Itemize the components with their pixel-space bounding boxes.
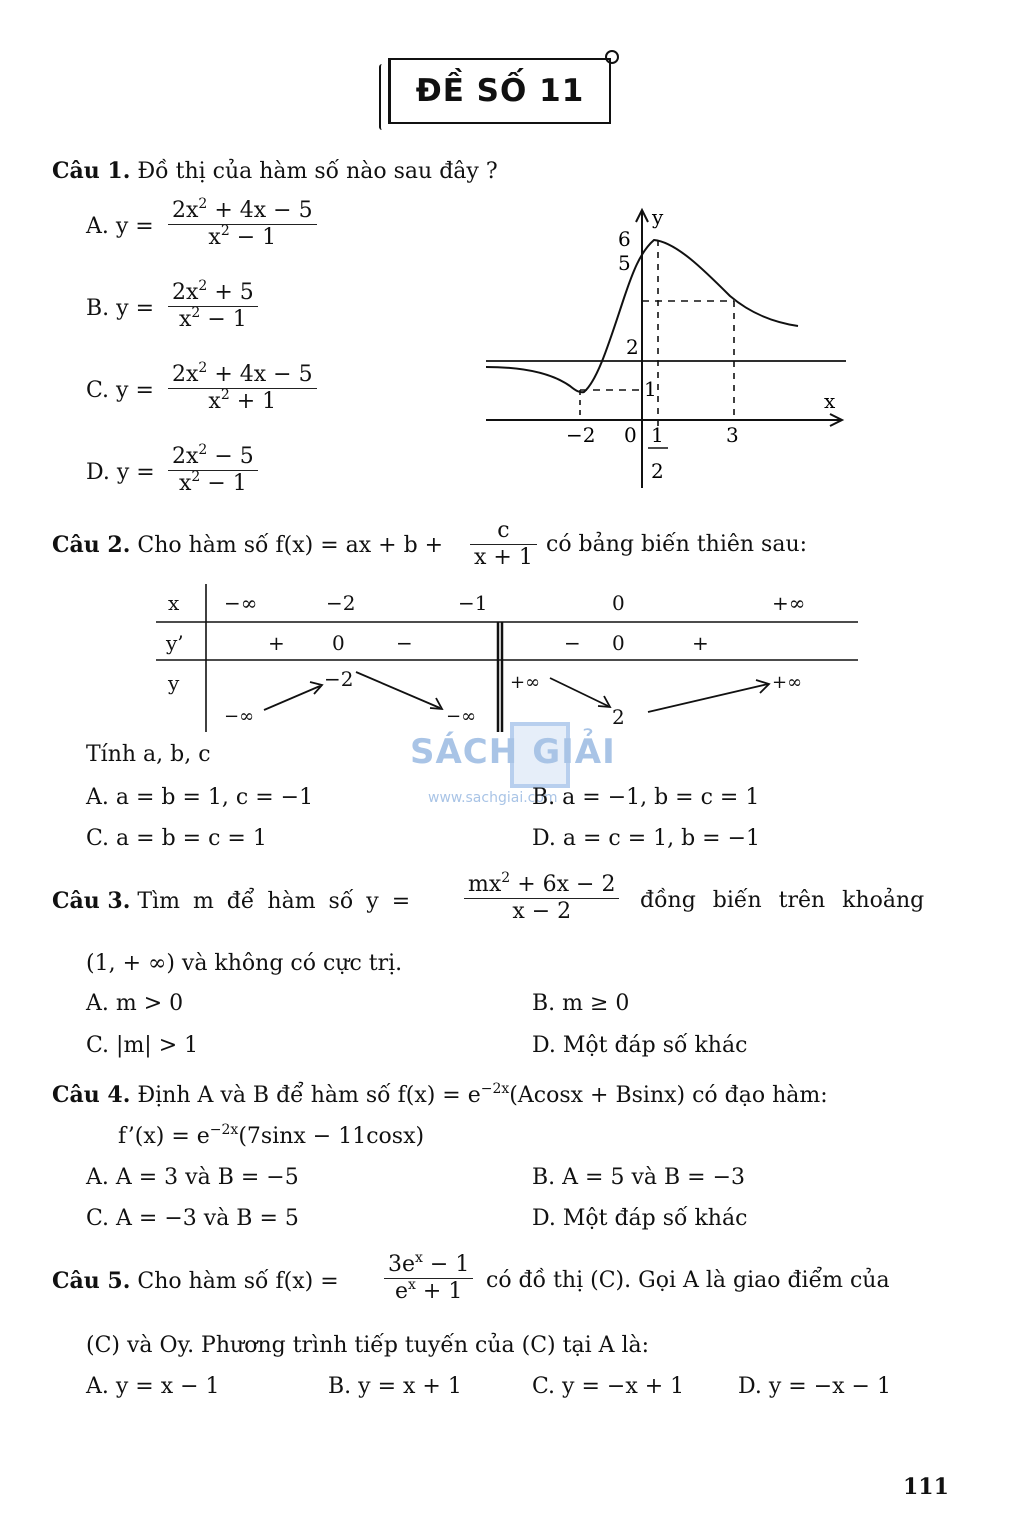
q3-fraction: $mx^2 + 6x - 2$ x − 2 (464, 872, 619, 925)
arrow-down-1 (356, 672, 440, 708)
arrow-down-1-head (430, 698, 442, 709)
q2-prompt: Tính a, b, c (86, 742, 211, 767)
x-tick-3: 3 (726, 423, 739, 447)
q4-exponent: −2x (480, 1081, 510, 1097)
q4-option-c: C. A = −3 và B = 5 (86, 1206, 299, 1231)
arrow-up-2 (648, 684, 768, 712)
page-number: 111 (903, 1474, 949, 1500)
q3-line2: (1, + ∞) và không có cực trị. (86, 951, 403, 976)
yp-sign-1: + (268, 631, 285, 655)
q3-text-before: Tìm m để hàm số y = (137, 889, 411, 914)
q5-text-after: có đồ thị (C). Gọi A là giao điểm của (486, 1268, 890, 1293)
q4-option-a: A. A = 3 và B = −5 (86, 1165, 299, 1190)
watermark-url: www.sachgiai.com (428, 790, 558, 806)
y-val-pos-inf-1: +∞ (510, 672, 541, 693)
q3-label: Câu 3. (52, 888, 131, 914)
q5-text-before: Cho hàm số f(x) = (137, 1269, 339, 1294)
q1-option-b-prefix: B. y = (86, 296, 155, 321)
q1-text: Đồ thị của hàm số nào sau đây ? (137, 159, 498, 184)
q5-option-c: C. y = −x + 1 (532, 1374, 685, 1399)
y-tick-6: 6 (618, 227, 631, 251)
q5-option-d: D. y = −x − 1 (738, 1374, 891, 1399)
yp-sign-4: + (692, 631, 709, 655)
q4-option-b: B. A = 5 và B = −3 (532, 1165, 746, 1190)
q2-stem-start (52, 532, 443, 558)
q1-option-d-prefix: D. y = (86, 460, 155, 485)
q1-option-c-fraction: $2x^2 + 4x - 5$ $x^2 + 1$ (168, 362, 317, 415)
x-tick-half-den: 2 (651, 459, 664, 483)
q2-fraction: c x + 1 (470, 518, 537, 571)
q1-option-a-fraction: $2x^2 + 4x - 5$ $x^2 - 1$ (168, 198, 317, 251)
q4-label: Câu 4. (52, 1082, 131, 1108)
row-x-label: x (168, 591, 180, 615)
y-tick-5: 5 (618, 251, 631, 275)
q4-derivative: f’(x) = $e^{-2x}(7\sin x - 11\cos x)$ (118, 1122, 425, 1149)
q3-option-b: B. m ≥ 0 (532, 991, 630, 1016)
q1-option-b-fraction: $2x^2 + 5$ $x^2 - 1$ (168, 280, 258, 333)
y-val-max: −2 (324, 667, 354, 691)
q5-option-a: A. y = x − 1 (86, 1374, 220, 1399)
q4-stem (52, 1082, 828, 1108)
q1-function-graph (480, 200, 860, 500)
arrow-down-2 (550, 678, 608, 706)
x-val-neg-2: −2 (326, 591, 356, 615)
q1-option-a-prefix: A. y = (86, 214, 154, 239)
q1-option-c-prefix: C. y = (86, 378, 154, 403)
q5-stem-start (52, 1268, 339, 1294)
q4-option-d: D. Một đáp số khác (532, 1206, 748, 1231)
x-val-0: 0 (612, 591, 625, 615)
arrow-up-1 (264, 686, 320, 710)
x-val-neg-1: −1 (458, 591, 488, 615)
q5-line2: (C) và Oy. Phương trình tiếp tuyến của (C) tại A là: (86, 1333, 650, 1358)
q5-label: Câu 5. (52, 1268, 131, 1294)
q3-text-after: đồng biến trên khoảng (640, 888, 925, 913)
q1-option-d-fraction: $2x^2 - 5$ $x^2 - 1$ (168, 444, 258, 497)
y-val-neg-inf-2: −∞ (446, 706, 477, 727)
q4-text-b: (Acosx + Bsinx) có đạo hàm: (509, 1083, 828, 1108)
q2-option-c: C. a = b = c = 1 (86, 826, 267, 851)
x-val-pos-inf: +∞ (772, 591, 806, 615)
q1-label: Câu 1. (52, 158, 131, 184)
q4-text-a: Định A và B để hàm số f(x) = e (137, 1083, 481, 1108)
q2-option-b: B. a = −1, b = c = 1 (532, 785, 760, 810)
y-tick-2: 2 (626, 335, 639, 359)
watermark-brand: SÁCH GIẢI (410, 732, 616, 772)
y-tick-1: 1 (644, 377, 657, 401)
q5-option-b: B. y = x + 1 (328, 1374, 462, 1399)
x-tick-half-num: 1 (651, 423, 664, 447)
origin-label: 0 (624, 423, 637, 447)
q5-fraction: $3e^x - 1$ $e^x + 1$ (384, 1252, 473, 1305)
row-yprime-label: y’ (166, 631, 184, 655)
x-tick-minus-2: −2 (566, 423, 596, 447)
q2-variation-table (150, 580, 862, 740)
x-axis-label: x (824, 389, 836, 413)
q3-option-d: D. Một đáp số khác (532, 1033, 748, 1058)
yp-sign-2: − (396, 631, 413, 655)
q3-option-a: A. m > 0 (86, 991, 184, 1016)
x-val-neg-inf: −∞ (224, 591, 258, 615)
y-val-min: 2 (612, 705, 625, 729)
y-axis-label: y (652, 205, 664, 229)
q2-option-d: D. a = c = 1, b = −1 (532, 826, 761, 851)
y-val-pos-inf-2: +∞ (772, 672, 803, 693)
q2-text-after: có bảng biến thiên sau: (546, 532, 808, 557)
y-val-neg-inf-1: −∞ (224, 706, 255, 727)
q3-stem-start (52, 888, 410, 914)
q2-text-before: Cho hàm số f(x) = ax + b + (137, 533, 444, 558)
q3-option-c: C. |m| > 1 (86, 1033, 199, 1058)
page-title: ĐỀ SỐ 11 (415, 73, 585, 109)
q2-label: Câu 2. (52, 532, 131, 558)
title-banner (388, 58, 611, 124)
yp-sign-3: − (564, 631, 581, 655)
q1-stem (52, 158, 498, 184)
yp-zero-1: 0 (332, 631, 345, 655)
yp-zero-2: 0 (612, 631, 625, 655)
row-y-label: y (168, 671, 180, 695)
q2-option-a: A. a = b = 1, c = −1 (86, 785, 314, 810)
